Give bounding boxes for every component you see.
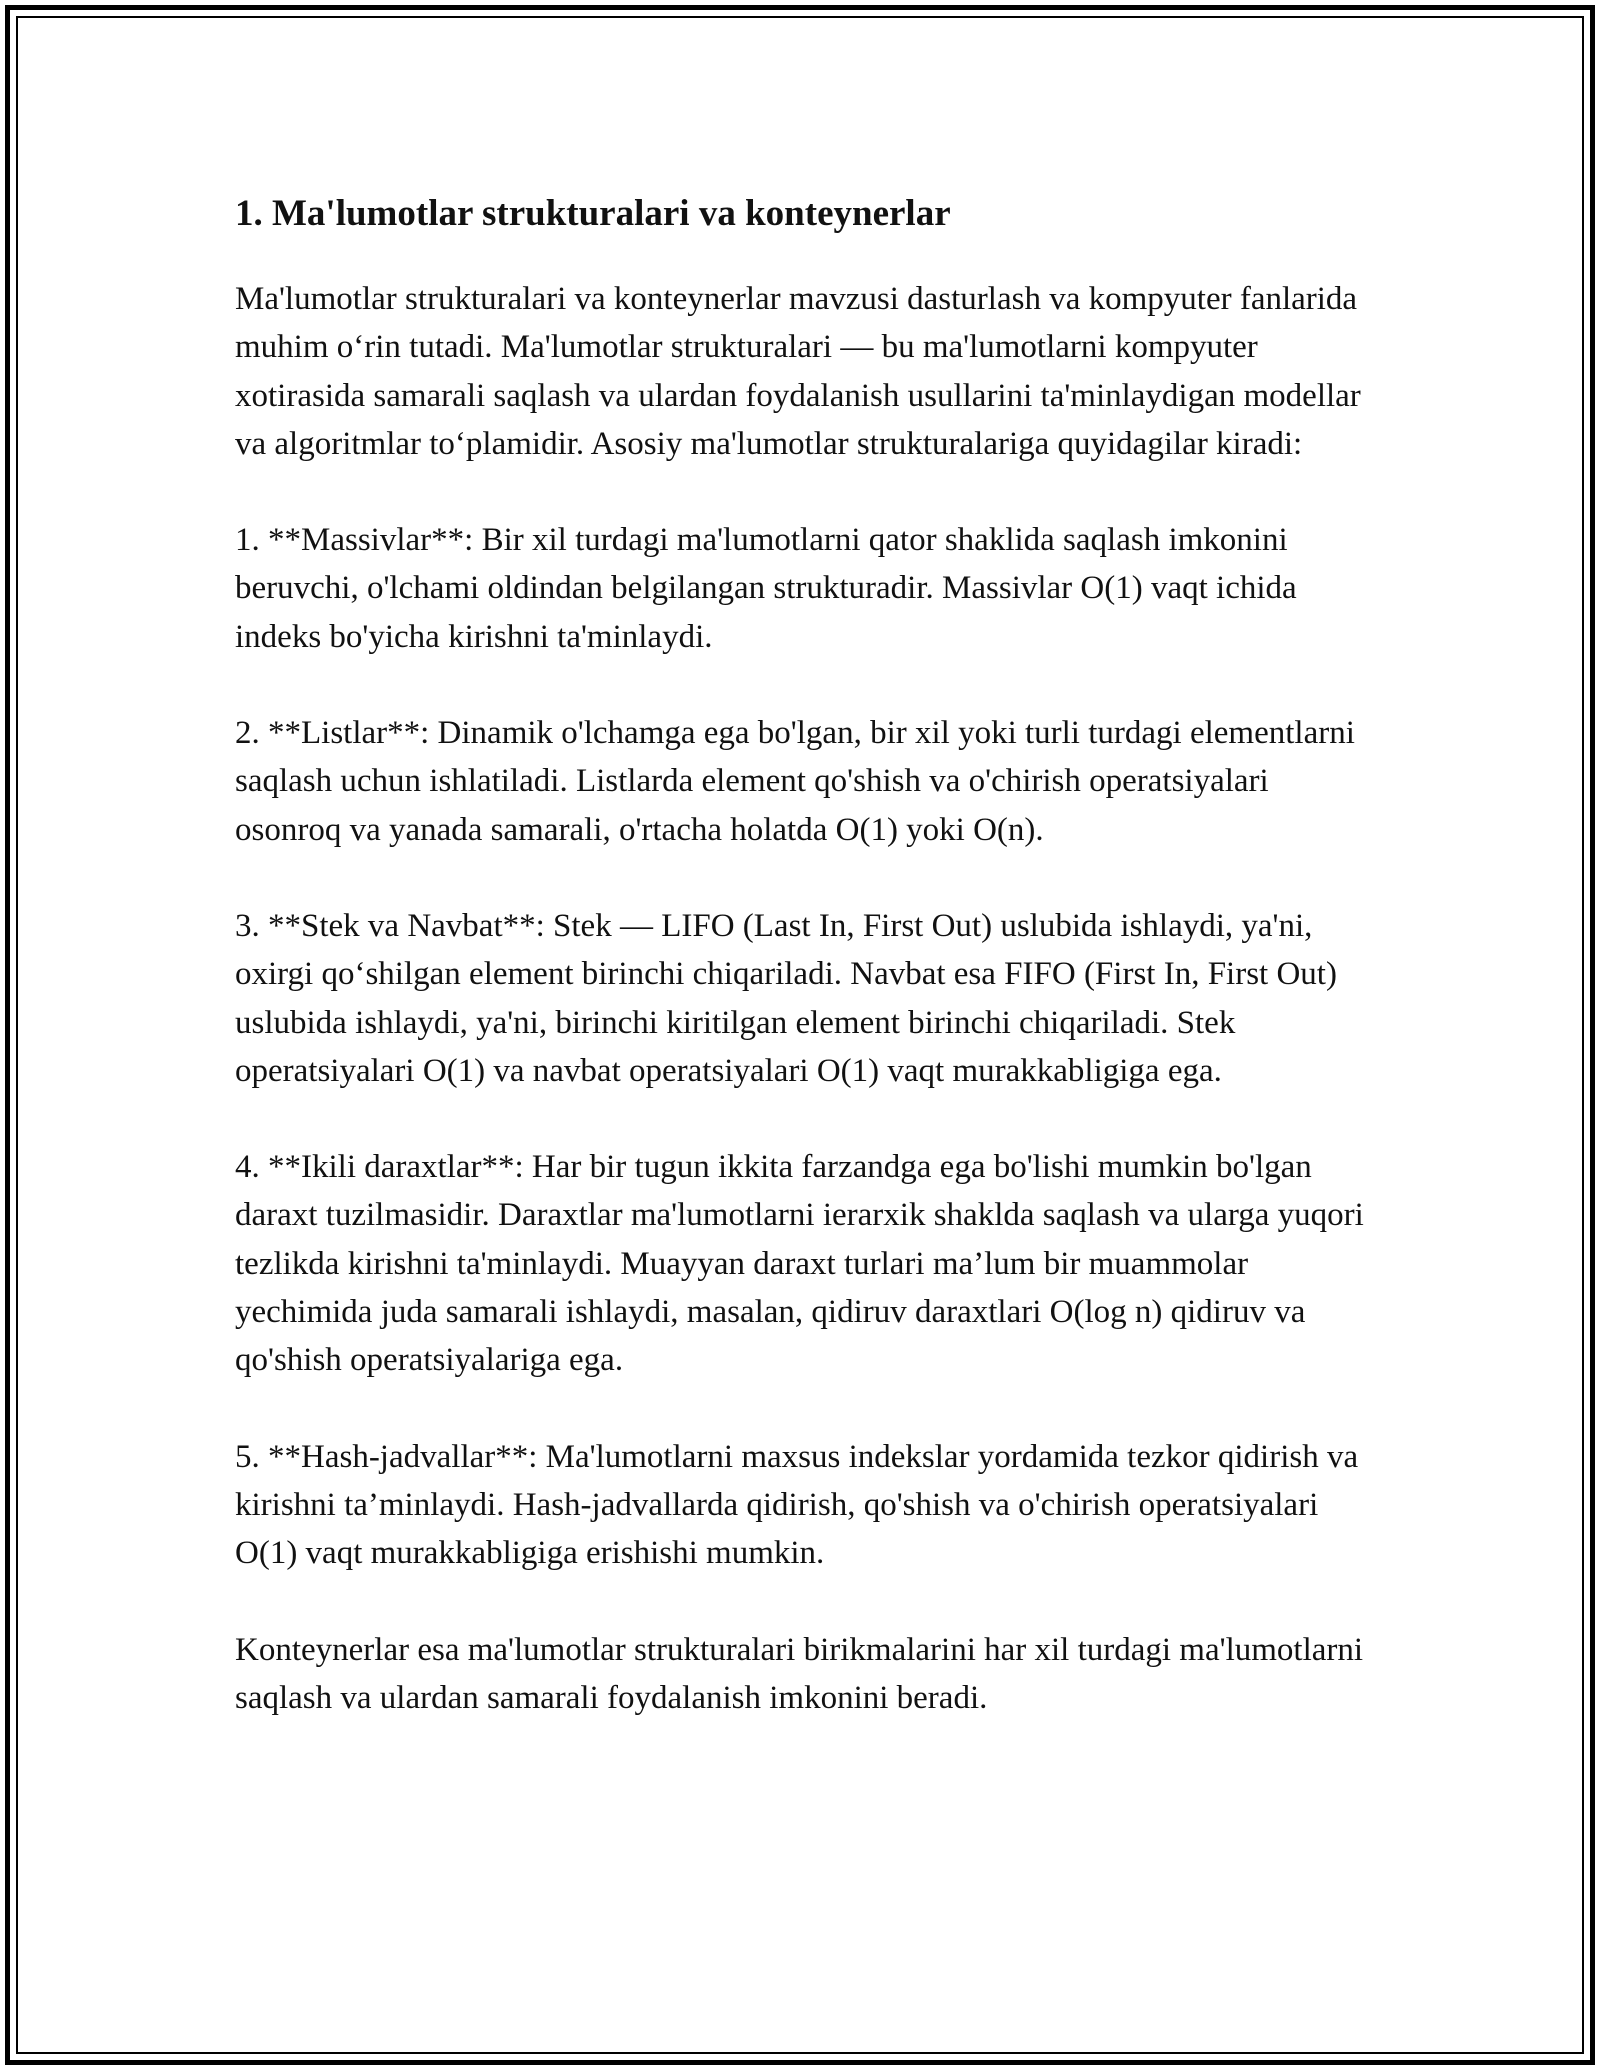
paragraph-massivlar: 1. **Massivlar**: Bir xil turdagi ma'lumotlarni qator shaklida saqlash imkonini beruvchi, o'lchami oldindan belgilangan strukturadir. Massivlar O(1) vaqt ichida indeks bo'yicha kirishni ta'minlaydi.: [235, 522, 1297, 655]
paragraph-hash-jadvallar: 5. **Hash-jadvallar**: Ma'lumotlarni maxsus indekslar yordamida tezkor qidirish va kirishni ta’minlaydi. Hash-jadvallarda qidirish, qo'shish va o'chirish operatsiyalari O(1) vaqt murakkabligiga erishishi mumkin.: [235, 1438, 1359, 1572]
paragraph-ikili-daraxtlar: 4. **Ikili daraxtlar**: Har bir tugun ikkita farzandga ega bo'lishi mumkin bo'lgan daraxt tuzilmasidir. Daraxtlar ma'lumotlarni ierarxik shaklda saqlash va ularga yuqori tezlikda kirishni ta'minlaydi. Muayyan daraxt turlari ma’lum bir muammolar yechimida juda samarali ishlaydi, masalan, qidiruv daraxtlari O(log n) qidiruv va qo'shish operatsiyalariga ega.: [235, 1149, 1364, 1379]
document-title: 1. Ma'lumotlar strukturalari va konteynerlar: [235, 193, 951, 234]
paragraph-konteynerlar: Konteynerlar esa ma'lumotlar strukturalari birikmalarini har xil turdagi ma'lumotlarni saqlash va ulardan samarali foydalanish imkonini beradi.: [235, 1631, 1364, 1716]
document-body: [235, 183, 1375, 1722]
paragraph-stek-navbat: 3. **Stek va Navbat**: Stek — LIFO (Last In, First Out) uslubida ishlaydi, ya'ni, oxirgi qo‘shilgan element birinchi chiqariladi. Navbat esa FIFO (First In, First Out) uslubida ishlaydi, ya'ni, birinchi kiritilgan element birinchi chiqariladi. Stek operatsiyalari O(1) va navbat operatsiyalari O(1) vaqt murakkabligiga ega.: [235, 907, 1337, 1089]
paragraph-listlar: 2. **Listlar**: Dinamik o'lchamga ega bo'lgan, bir xil yoki turli turdagi elementlarni saqlash uchun ishlatiladi. Listlarda element qo'shish va o'chirish operatsiyalari osonroq va yanada samarali, o'rtacha holatda O(1) yoki O(n).: [235, 715, 1355, 848]
paragraph-intro: Ma'lumotlar strukturalari va konteynerlar mavzusi dasturlash va kompyuter fanlarida muhim o‘rin tutadi. Ma'lumotlar strukturalari — bu ma'lumotlarni kompyuter xotirasida samarali saqlash va ulardan foydalanish usullarini ta'minlaydigan modellar va algoritmlar to‘plamidir. Asosiy ma'lumotlar strukturalariga quyidagilar kiradi:: [235, 281, 1361, 462]
